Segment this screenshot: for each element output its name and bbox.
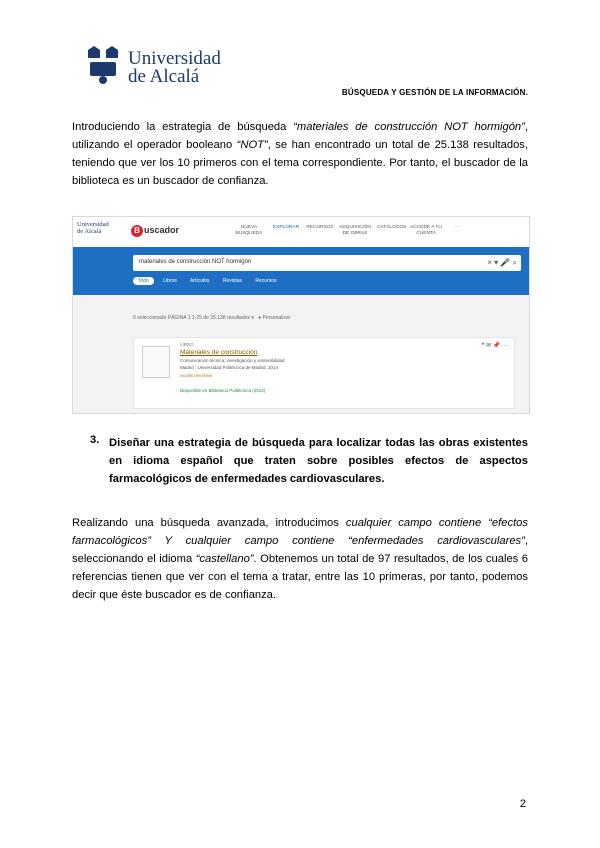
page-number: 2 [519, 798, 526, 810]
filter-journals[interactable]: Revistas [222, 278, 243, 284]
book-cover-icon [142, 346, 170, 378]
card-title[interactable]: Materiales de construcción [180, 349, 258, 356]
catalog-topbar [73, 217, 529, 248]
embedded-screenshot [72, 216, 530, 414]
logo-line2: de Alcalá [128, 66, 200, 87]
nav-catalogs[interactable]: CATÁLOGOS [377, 225, 407, 230]
card-availability[interactable]: Disponible en Biblioteca Politécnica (2014) [180, 388, 266, 393]
nav-resources[interactable]: RECURSOS [306, 225, 334, 230]
section-title: BÚSQUEDA Y GESTIÓN DE LA INFORMACIÓN. [341, 88, 528, 97]
section-heading: Diseñar una estrategia de búsqueda para localizar todas las obras existentes en idioma español que traten sobre posibles efectos de aspectos farmacológicos de enfermedades cardiovasculares. [109, 437, 528, 485]
result-card[interactable] [133, 337, 515, 409]
filter-all[interactable]: Todo [133, 277, 154, 285]
nav-more[interactable]: ··· [454, 225, 460, 230]
paragraph-1: Introduciendo la estrategia de búsqueda “materiales de construcción NOT hormigón”, utilizando el operador booleano “NOT”, se han encontrado un total de 25.138 resultados, teniendo que ver los 10 primeros con el tema correspondiente. Por tanto, el buscador de la biblioteca es un buscador de confianza. [72, 121, 528, 187]
catalog-logo: Universidad de Alcalá [77, 221, 109, 235]
nav-explore[interactable]: EXPLORAR [272, 225, 300, 230]
nav-account[interactable]: ACCEDE A TU CUENTA [410, 225, 442, 236]
card-subtitle: Comunicación técnica, investigación y sostenibilidad [180, 358, 285, 363]
card-type: LIBRO [180, 342, 194, 347]
search-input[interactable]: materiales de construcción NOT hormigón × ▾ 🎤 ⌕ [133, 255, 521, 271]
search-icon[interactable]: × ▾ 🎤 ⌕ [487, 258, 517, 267]
search-area [73, 247, 529, 295]
card-publisher: Madrid : Universidad Politécnica de Madrid, 2014 [180, 365, 279, 370]
university-crest-icon [80, 44, 126, 86]
card-access[interactable]: Acceso en línea [180, 373, 213, 378]
filter-articles[interactable]: Artículos [189, 278, 210, 284]
section-number: 3. [90, 434, 100, 446]
catalog-brand: B uscador [131, 225, 179, 237]
nav-new-search[interactable]: NUEVA BÚSQUEDA [235, 225, 263, 236]
filter-bar [133, 277, 289, 285]
card-actions-icon[interactable]: ❝ ✉ 📌 ··· [481, 343, 508, 349]
results-count: 0 seleccionado PÁGINA 1 1-25 de 25.138 resultados ▾ ● Personalizar [133, 315, 291, 321]
paragraph-2: Realizando una búsqueda avanzada, introducimos cualquier campo contiene “efectos farmacológicos” Y cualquier campo contiene “enfermedades cardiovasculares”, seleccionando el idioma “castellano”. Obtenemos un total de 97 resultados, de los cuales 6 referencias tienen que ver con el tema a tratar, entre las 10 primeras, por tanto, podemos decir que éste buscador es de confianza. [72, 517, 528, 601]
filter-resources[interactable]: Recursos [255, 278, 277, 284]
nav-acquisition[interactable]: ADQUISICIÓN DE OBRAS [339, 225, 371, 236]
logo-line1: Universidad [128, 48, 221, 69]
filter-books[interactable]: Libros [163, 278, 177, 284]
